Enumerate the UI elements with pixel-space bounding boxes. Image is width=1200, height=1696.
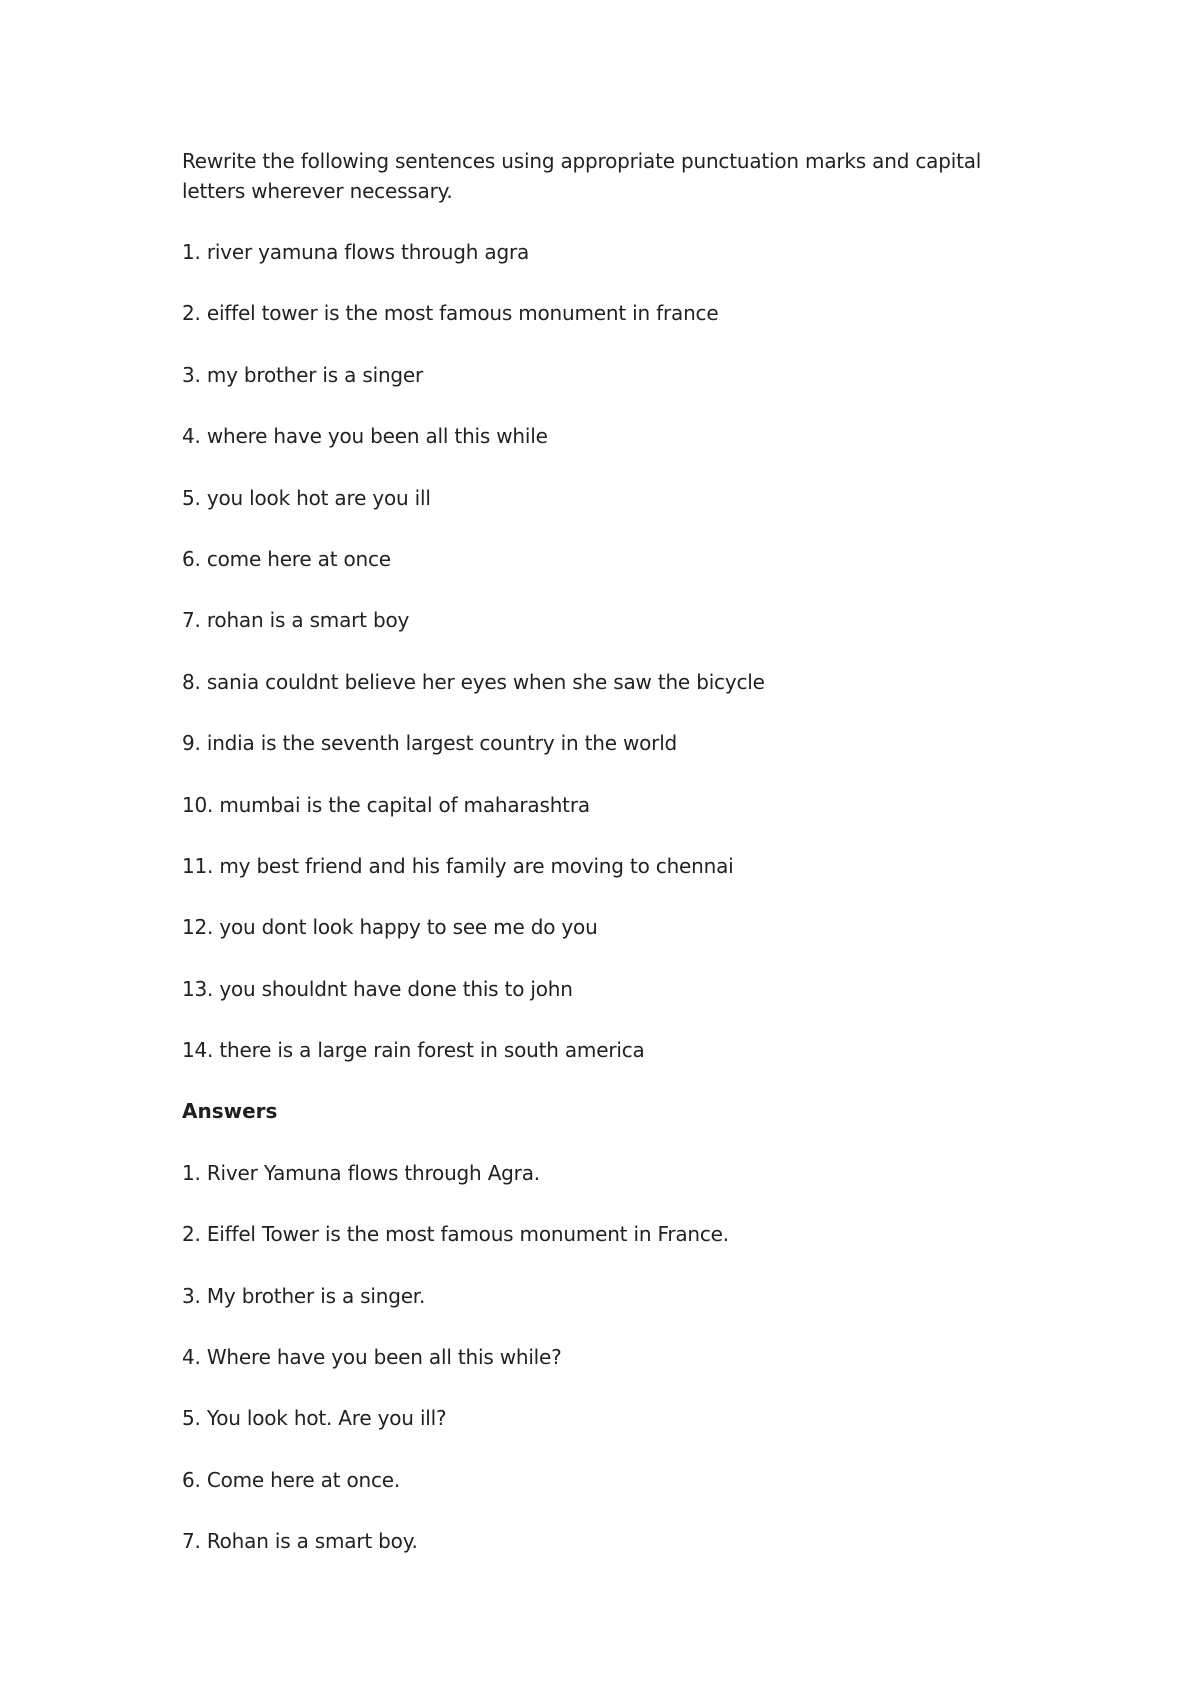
question-item: 1. river yamuna flows through agra	[182, 240, 530, 264]
answer-item: 1. River Yamuna flows through Agra.	[182, 1160, 540, 1185]
question-item: 2. eiffel tower is the most famous monument in france	[182, 301, 719, 326]
questions-list	[182, 237, 1022, 1065]
document-page	[182, 146, 1022, 1588]
question-item: 5. you look hot are you ill	[182, 485, 431, 510]
answer-item: 4. Where have you been all this while?	[182, 1345, 562, 1370]
answer-item: 7. Rohan is a smart boy.	[182, 1529, 418, 1554]
question-item: 6. come here at once	[182, 546, 391, 571]
question-item: 8. sania couldnt believe her eyes when she saw the bicycle	[182, 669, 765, 694]
answer-item: 5. You look hot. Are you ill?	[182, 1406, 447, 1431]
question-item: 14. there is a large rain forest in south america	[182, 1038, 645, 1063]
answer-item: 3. My brother is a singer.	[182, 1283, 426, 1308]
question-item: 3. my brother is a singer	[182, 362, 424, 387]
answer-item: 6. Come here at once.	[182, 1467, 401, 1492]
question-item: 7. rohan is a smart boy	[182, 608, 410, 633]
question-item: 9. india is the seventh largest country in the world	[182, 731, 678, 756]
question-item: 10. mumbai is the capital of maharashtra	[182, 792, 590, 817]
answer-item: 2. Eiffel Tower is the most famous monument in France.	[182, 1222, 729, 1247]
question-item: 12. you dont look happy to see me do you	[182, 915, 598, 940]
answers-heading: Answers	[182, 1099, 278, 1124]
question-item: 13. you shouldnt have done this to john	[182, 976, 573, 1001]
question-item: 11. my best friend and his family are moving to chennai	[182, 853, 734, 878]
instruction-text: Rewrite the following sentences using appropriate punctuation marks and capital letters wherever necessary.	[182, 149, 982, 203]
question-item: 4. where have you been all this while	[182, 424, 548, 449]
answers-list	[182, 1158, 1022, 1556]
